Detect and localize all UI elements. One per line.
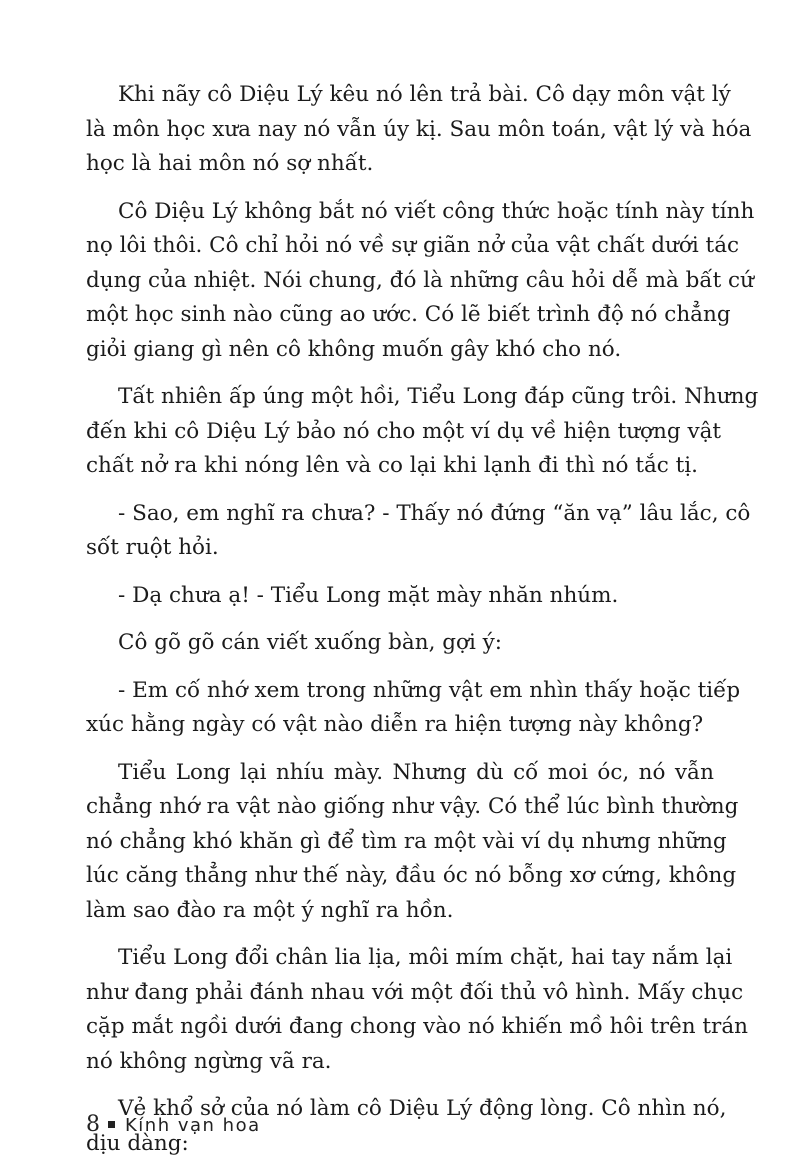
- text-line: Vẻ khổ sở của nó làm cô Diệu Lý động lòng. Cô nhìn nó,: [118, 1096, 727, 1121]
- text-line: lúc căng thẳng như thế này, đầu óc nó bỗng xơ cứng, không: [86, 863, 737, 888]
- text-line: làm sao đào ra một ý nghĩ ra hồn.: [86, 897, 454, 923]
- text-line: chất nở ra khi nóng lên và co lại khi lạnh đi thì nó tắc tị.: [86, 453, 699, 478]
- text-line: Cô Diệu Lý không bắt nó viết công thức hoặc tính này tính: [118, 198, 755, 224]
- page-number: 8: [86, 1112, 100, 1137]
- text-line: - Em cố nhớ xem trong những vật em nhìn thấy hoặc tiếp: [118, 677, 741, 703]
- paragraph: [86, 380, 759, 484]
- text-line: Cô gõ gõ cán viết xuống bàn, gợi ý:: [118, 630, 503, 655]
- text-line: học là hai môn nó sợ nhất.: [86, 151, 374, 176]
- paragraph-gap: [86, 928, 714, 941]
- text-line: - Sao, em nghĩ ra chưa? - Thấy nó đứng “ăn vạ” lâu lắc, cô: [118, 500, 751, 526]
- text-line: nọ lôi thôi. Cô chỉ hỏi nó về sự giãn nở của vật chất dưới tác: [86, 233, 740, 258]
- book-title: Kính vạn hoa: [125, 1115, 261, 1136]
- paragraph: [86, 756, 739, 929]
- paragraph-gap: [86, 743, 714, 756]
- text-line: nó chẳng khó khăn gì để tìm ra một vài ví dụ nhưng những: [86, 828, 727, 854]
- text-line: dịu dàng:: [86, 1130, 189, 1156]
- paragraph: [86, 195, 755, 368]
- page-footer: [86, 1112, 261, 1137]
- body-text: [86, 78, 759, 1161]
- paragraph: [86, 78, 752, 182]
- text-line: Tiểu Long đổi chân lia lịa, môi mím chặt, hai tay nắm lại: [118, 945, 733, 970]
- paragraph-gap: [86, 613, 714, 626]
- paragraph-gap: [86, 1079, 714, 1092]
- text-line: một học sinh nào cũng ao ước. Có lẽ biết trình độ nó chẳng: [86, 302, 731, 327]
- paragraph-gap: [86, 566, 714, 579]
- paragraph: [86, 497, 751, 566]
- text-line: xúc hằng ngày có vật nào diễn ra hiện tượng này không?: [86, 712, 704, 737]
- footer-bullet-icon: [108, 1121, 115, 1128]
- text-line: nó không ngừng vã ra.: [86, 1048, 332, 1074]
- text-line: giỏi giang gì nên cô không muốn gây khó cho nó.: [86, 336, 622, 362]
- text-line: đến khi cô Diệu Lý bảo nó cho một ví dụ về hiện tượng vật: [86, 418, 722, 444]
- text-line: như đang phải đánh nhau với một đối thủ vô hình. Mấy chục: [86, 979, 744, 1005]
- text-line: dụng của nhiệt. Nói chung, đó là những câu hỏi dễ mà bất cứ: [86, 267, 754, 293]
- text-line: - Dạ chưa ạ! - Tiểu Long mặt mày nhăn nhúm.: [118, 582, 619, 608]
- paragraph: [86, 941, 748, 1079]
- paragraph-gap: [86, 182, 714, 195]
- paragraph: [86, 626, 714, 661]
- text-line: Tất nhiên ấp úng một hồi, Tiểu Long đáp cũng trôi. Nhưng: [118, 384, 759, 409]
- text-line: chẳng nhớ ra vật nào giống như vậy. Có thể lúc bình thường: [86, 794, 739, 819]
- paragraph-gap: [86, 367, 714, 380]
- paragraph-gap: [86, 484, 714, 497]
- text-line: là môn học xưa nay nó vẫn úy kị. Sau môn toán, vật lý và hóa: [86, 116, 752, 142]
- text-line: cặp mắt ngồi dưới đang chong vào nó khiến mồ hôi trên trán: [86, 1014, 748, 1039]
- paragraph: [86, 674, 741, 743]
- paragraph-gap: [86, 661, 714, 674]
- text-line: Tiểu Long lại nhíu mày. Nhưng dù cố moi óc, nó vẫn: [118, 759, 714, 785]
- text-line: sốt ruột hỏi.: [86, 535, 219, 560]
- paragraph: [86, 579, 714, 614]
- text-line: Khi nãy cô Diệu Lý kêu nó lên trả bài. Cô dạy môn vật lý: [118, 82, 731, 107]
